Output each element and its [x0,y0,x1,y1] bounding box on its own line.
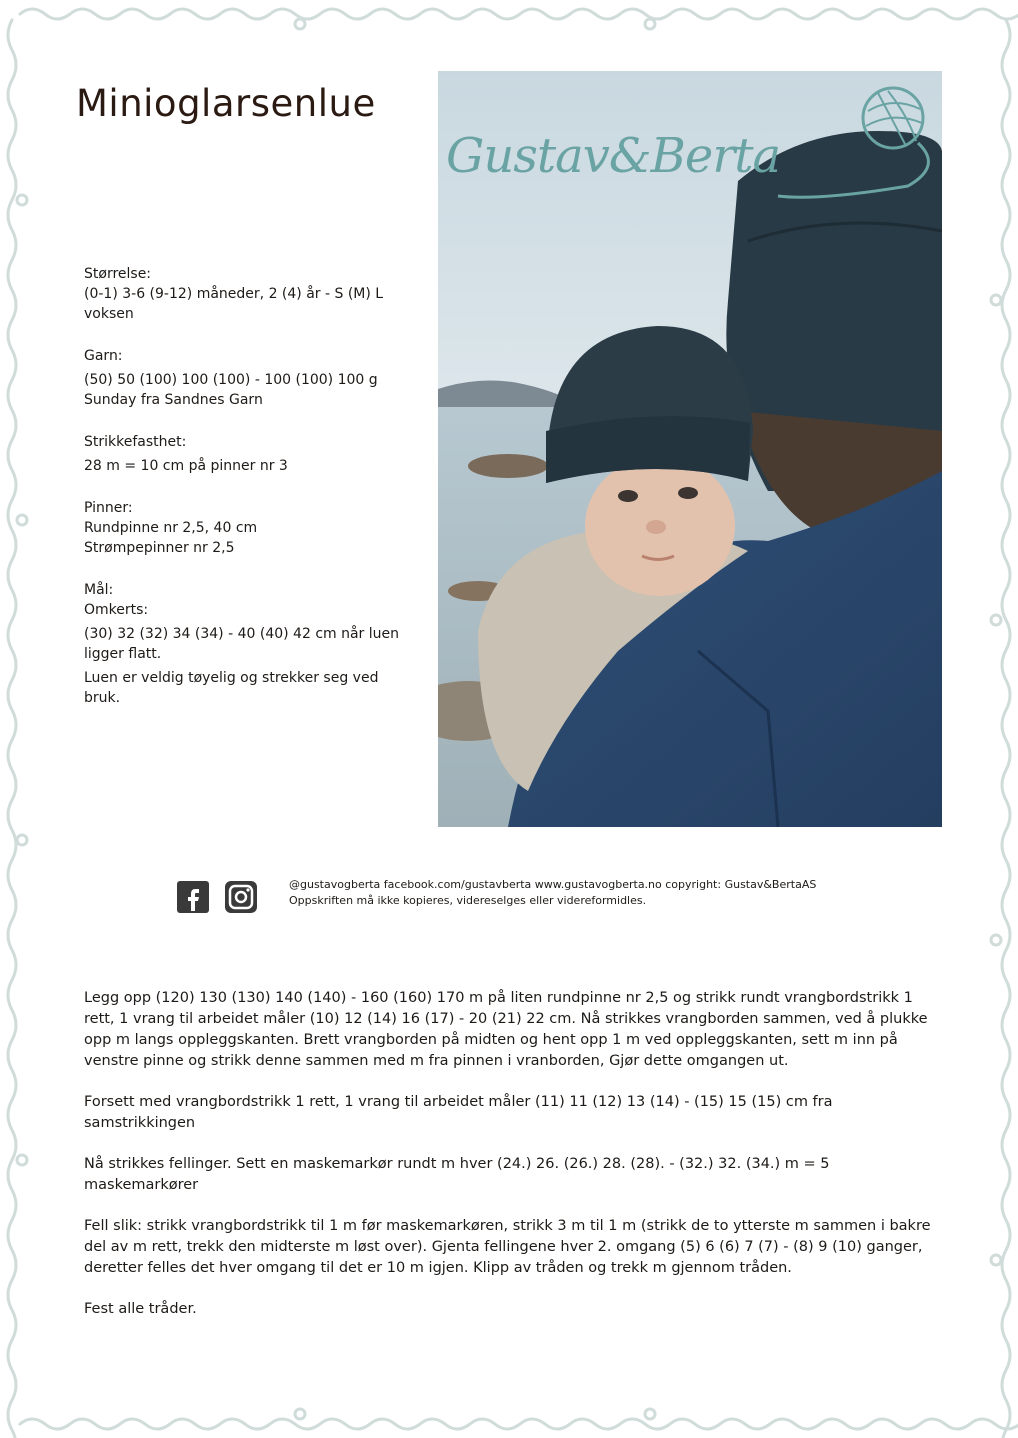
instruction-paragraph: Nå strikkes fellinger. Sett en maskemarkør rundt m hver (24.) 26. (26.) 28. (28). - (32.) 32. (34.) m = 5 maskemarkører [84,1156,830,1193]
gauge-section [84,432,414,476]
facebook-icon[interactable] [176,880,210,914]
footer-line-notice: Oppskriften må ikke kopieres, videreselges eller videreformidles. [289,894,647,907]
instruction-paragraph: Fest alle tråder. [84,1301,197,1317]
page-title: Minioglarsenlue [76,82,376,125]
size-label: Størrelse: [84,266,152,282]
stretch-note: Luen er veldig tøyelig og strekker seg ved bruk. [84,670,379,706]
size-section [84,264,414,324]
needles-circular: Rundpinne nr 2,5, 40 cm [84,520,258,536]
brand-logo: Gustav&Berta [446,128,781,184]
circumference-label: Omkerts: [84,602,149,618]
gauge-value: 28 m = 10 cm på pinner nr 3 [84,458,288,474]
needles-label: Pinner: [84,500,133,516]
size-value: (0-1) 3-6 (9-12) måneder, 2 (4) år - S (M) L voksen [84,286,384,322]
yarn-value: (50) 50 (100) 100 (100) - 100 (100) 100 g Sunday fra Sandnes Garn [84,372,378,408]
gauge-label: Strikkefasthet: [84,434,187,450]
instructions [84,988,932,1340]
circumference-value: (30) 32 (32) 34 (34) - 40 (40) 42 cm når luen ligger flatt. [84,626,400,662]
pattern-info [84,264,414,730]
instruction-paragraph: Forsett med vrangbordstrikk 1 rett, 1 vrang til arbeidet måler (11) 11 (12) 13 (14) - (15) 15 (15) cm fra samstrikkingen [84,1094,833,1131]
yarn-label: Garn: [84,348,123,364]
instagram-icon[interactable] [224,880,258,914]
footer-copyright [289,877,929,909]
needles-section [84,498,414,558]
measure-label: Mål: [84,582,114,598]
instruction-paragraph: Fell slik: strikk vrangbordstrikk til 1 m før maskemarkøren, strikk 3 m til 1 m (strikk de to ytterste m sammen i bakre del av m rett, trekk den midterste m løst over). Gjenta fellingene hver 2. omgang (5) 6 (6) 7 (7) - (8) 9 (10) ganger, deretter felles det hver omgang til det er 10 m igjen. Klipp av tråden og trekk m gjennom tråden. [84,1218,931,1276]
yarn-section [84,346,414,410]
footer-line-contact: @gustavogberta facebook.com/gustavberta www.gustavogberta.no copyright: Gustav&BertaAS [289,878,817,891]
instruction-paragraph: Legg opp (120) 130 (130) 140 (140) - 160 (160) 170 m på liten rundpinne nr 2,5 og strikk rundt vrangbordstrikk 1 rett, 1 vrang til arbeidet måler (10) 12 (14) 16 (17) - 20 (21) 22 cm. Nå strikkes vrangborden sammen, ved å plukke opp m langs oppleggskanten. Brett vrangborden på midten og hent opp 1 m ved oppleggskanten, sett m inn på venstre pinne og strikk denne sammen med m fra pinnen i vranborden, Gjør dette omgangen ut. [84,990,928,1069]
cover-photo [438,71,942,827]
measurements-section [84,580,414,708]
needles-dpn: Strømpepinner nr 2,5 [84,540,235,556]
